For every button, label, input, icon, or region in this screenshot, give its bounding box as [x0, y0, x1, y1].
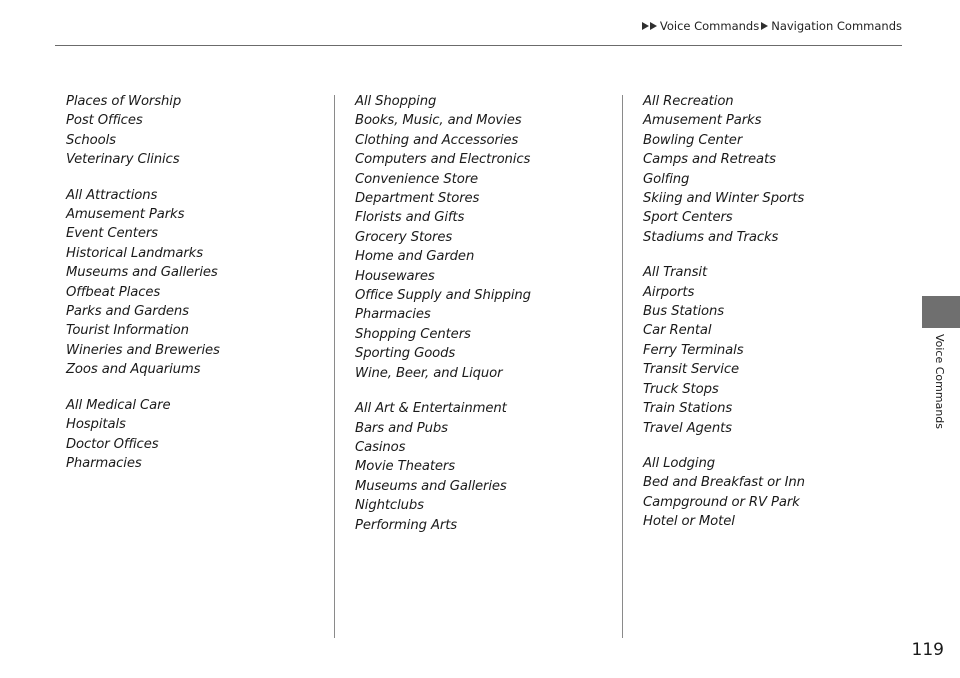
list-item: Nightclubs [355, 498, 424, 514]
list-item: Tourist Information [66, 323, 189, 339]
category-group-transit [643, 263, 805, 438]
list-item: Airports [643, 284, 695, 300]
list-item: All Lodging [643, 455, 715, 471]
category-group-attractions [66, 186, 220, 380]
list-item: Transit Service [643, 362, 740, 378]
list-item: Casinos [355, 439, 406, 455]
list-item: Travel Agents [643, 420, 732, 436]
list-item: Zoos and Aquariums [66, 362, 201, 378]
section-side-label [921, 326, 959, 436]
list-item: Golfing [643, 171, 690, 187]
list-item: Bed and Breakfast or Inn [643, 475, 805, 491]
breadcrumb-item-navigation-commands[interactable]: Navigation Commands [771, 19, 902, 33]
list-item: Sport Centers [643, 210, 733, 226]
list-item: All Recreation [643, 94, 734, 109]
column-divider [334, 95, 335, 638]
list-item: Performing Arts [355, 517, 458, 533]
page-number: 119 [911, 640, 944, 660]
section-side-label-text: Voice Commands [933, 333, 947, 429]
column-divider [622, 95, 623, 638]
list-item: Stadiums and Tracks [643, 229, 779, 245]
list-item: Bars and Pubs [355, 420, 448, 436]
breadcrumb-arrow-icon [650, 22, 657, 30]
section-tab-marker [922, 296, 960, 328]
list-item: Event Centers [66, 226, 158, 242]
list-item: Car Rental [643, 323, 712, 339]
column-2 [355, 92, 531, 551]
list-item: Office Supply and Shipping [355, 288, 531, 304]
breadcrumb-arrow-icon [642, 22, 649, 30]
category-group-art-entertainment [355, 399, 531, 535]
list-item: Amusement Parks [66, 207, 185, 223]
list-item: Home and Garden [355, 249, 475, 265]
list-item: Schools [66, 132, 116, 148]
list-item: Clothing and Accessories [355, 132, 519, 148]
breadcrumb [642, 19, 902, 33]
list-item: Pharmacies [355, 307, 431, 323]
list-item: Truck Stops [643, 381, 719, 397]
list-item: All Medical Care [66, 397, 171, 413]
list-item: All Transit [643, 265, 708, 281]
list-item: Ferry Terminals [643, 342, 744, 358]
list-item: Pharmacies [66, 455, 142, 471]
column-1 [66, 92, 220, 489]
list-item: Department Stores [355, 191, 480, 207]
list-item: Campground or RV Park [643, 494, 800, 510]
list-item: Camps and Retreats [643, 152, 776, 168]
list-item: Parks and Gardens [66, 304, 189, 320]
category-group-places [66, 92, 220, 170]
list-item: Bus Stations [643, 304, 725, 320]
list-item: Veterinary Clinics [66, 152, 180, 168]
list-item: Books, Music, and Movies [355, 113, 522, 129]
list-item: Convenience Store [355, 171, 479, 187]
list-item: Sporting Goods [355, 346, 456, 362]
list-item: Skiing and Winter Sports [643, 191, 805, 207]
list-item: Museums and Galleries [66, 265, 218, 281]
category-group-shopping [355, 92, 531, 383]
list-item: Train Stations [643, 401, 733, 417]
list-item: Housewares [355, 268, 435, 284]
list-item: Hospitals [66, 417, 126, 433]
breadcrumb-item-voice-commands[interactable]: Voice Commands [659, 19, 760, 33]
breadcrumb-arrow-icon [761, 22, 768, 30]
list-item: Doctor Offices [66, 436, 159, 452]
header-rule [55, 45, 902, 46]
list-item: Bowling Center [643, 132, 743, 148]
list-item: All Shopping [355, 94, 437, 109]
list-item: Hotel or Motel [643, 514, 735, 530]
list-item: Amusement Parks [643, 113, 762, 129]
category-group-recreation [643, 92, 805, 247]
list-item: Places of Worship [66, 94, 182, 109]
list-item: All Art & Entertainment [355, 401, 507, 417]
list-item: Museums and Galleries [355, 478, 507, 494]
list-item: Movie Theaters [355, 459, 456, 475]
list-item: Historical Landmarks [66, 245, 203, 261]
list-item: Wine, Beer, and Liquor [355, 365, 503, 381]
list-item: All Attractions [66, 187, 158, 203]
list-item: Grocery Stores [355, 229, 453, 245]
category-group-medical-care [66, 396, 220, 474]
list-item: Wineries and Breweries [66, 342, 220, 358]
list-item: Offbeat Places [66, 284, 161, 300]
category-group-lodging [643, 454, 805, 532]
list-item: Florists and Gifts [355, 210, 465, 226]
list-item: Post Offices [66, 113, 143, 129]
list-item: Computers and Electronics [355, 152, 531, 168]
column-3 [643, 92, 805, 548]
list-item: Shopping Centers [355, 326, 471, 342]
